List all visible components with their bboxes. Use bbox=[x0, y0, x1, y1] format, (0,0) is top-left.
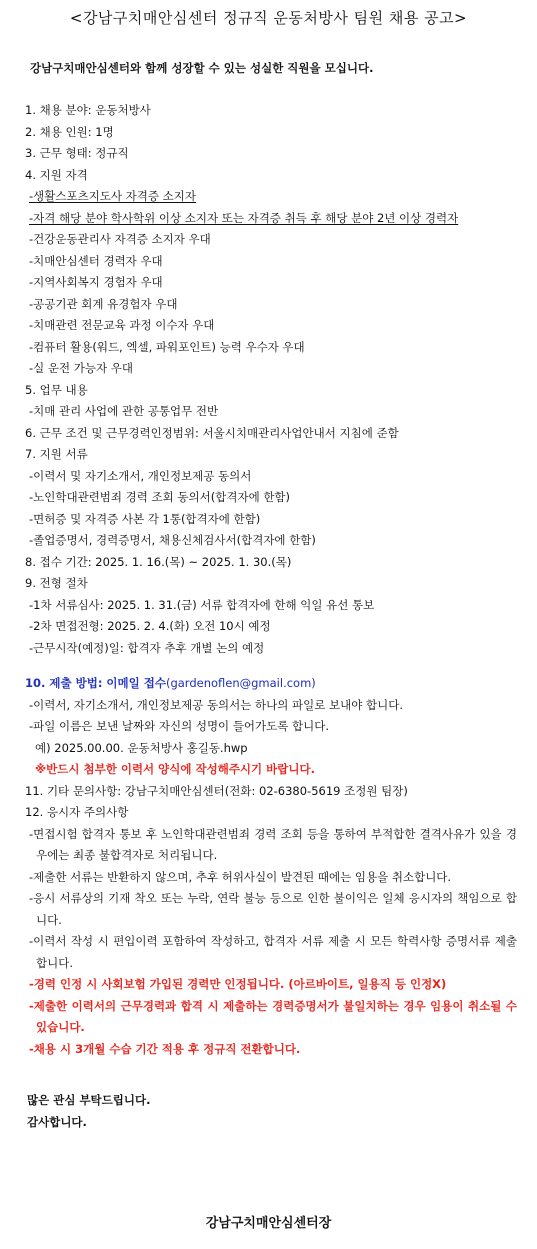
preference-item: -컴퓨터 활용(워드, 엑셀, 파워포인트) 능력 우수자 우대 bbox=[29, 339, 305, 354]
selection-item: -근무시작(예정)일: 합격자 추후 개별 논의 예정 bbox=[29, 640, 265, 655]
note-item bbox=[25, 888, 517, 931]
form-warning: ※반드시 첨부한 이력서 양식에 작성해주시기 바랍니다. bbox=[35, 762, 315, 776]
duties-item: -치매 관리 사업에 관한 공통업무 전반 bbox=[29, 404, 219, 418]
red-note-text: -채용 시 3개월 수습 기간 적용 후 정규직 전환합니다. bbox=[29, 1041, 301, 1056]
submission-heading bbox=[25, 673, 517, 695]
contact-line: 11. 기타 문의사항: 강남구치매안심센터(전화: 02-6380-5619 조정원 팀장) bbox=[25, 783, 408, 798]
red-note-text: -경력 인정 시 사회보험 가입된 경력만 인정됩니다. (아르바이트, 일용직 등 인정X) bbox=[29, 977, 447, 991]
submission-label: 10. 제출 방법: 이메일 접수 bbox=[25, 676, 166, 690]
selection-heading: 9. 전형 절차 bbox=[25, 576, 88, 590]
note-text: -이력서 작성 시 편입이력 포함하여 작성하고, 합격자 서류 제출 시 모든 학력사항 증명서류 제출합니다. bbox=[29, 934, 517, 970]
note-text: -응시 서류상의 기재 착오 또는 누락, 연락 불능 등으로 인한 불이익은 일체 응시자의 책임으로 합니다. bbox=[29, 891, 517, 927]
page-title: <강남구치매안심센터 정규직 운동처방사 팀원 채용 공고> bbox=[69, 9, 468, 27]
headcount-line: 2. 채용 인원: 1명 bbox=[25, 124, 114, 139]
document-item: -노인학대관련범죄 경력 조회 동의서(합격자에 한함) bbox=[29, 490, 291, 504]
documents-heading: 7. 지원 서류 bbox=[25, 447, 88, 461]
duties-heading: 5. 업무 내용 bbox=[25, 382, 88, 397]
document-item: -면허증 및 자격증 사본 각 1통(합격자에 한함) bbox=[29, 511, 261, 526]
red-note-item bbox=[25, 974, 517, 996]
red-note-item bbox=[25, 1039, 517, 1061]
qualification-text: -자격 해당 분야 학사학위 이상 소지자 또는 자격증 취득 후 해당 분야 2년 이상 경력자 bbox=[29, 210, 459, 225]
submission-email: (gardenoflen@gmail.com) bbox=[165, 676, 316, 690]
application-period-line: 8. 접수 기간: 2025. 1. 16.(목) ~ 2025. 1. 30.(목) bbox=[25, 554, 292, 569]
conditions-line: 6. 근무 조건 및 근무경력인정범위: 서울시치매관리사업안내서 지침에 준함 bbox=[25, 425, 399, 440]
red-note-item bbox=[25, 996, 517, 1039]
preference-item: -공공기관 회계 유경험자 우대 bbox=[29, 296, 178, 311]
document-item: -이력서 및 자기소개서, 개인정보제공 동의서 bbox=[29, 468, 252, 483]
submission-item: -파일 이름은 보낸 날짜와 자신의 성명이 들어가도록 합니다. bbox=[29, 719, 330, 733]
selection-item: -1차 서류심사: 2025. 1. 31.(금) 서류 합격자에 한해 익일 유선 통보 bbox=[29, 597, 375, 612]
filename-example: 예) 2025.00.00. 운동처방사 홍길동.hwp bbox=[35, 740, 248, 755]
field-line: 1. 채용 분야: 운동처방사 bbox=[25, 103, 151, 117]
selection-item: -2차 면접전형: 2025. 2. 4.(화) 오전 10시 예정 bbox=[29, 619, 271, 633]
preference-item: -치매안심센터 경력자 우대 bbox=[29, 253, 163, 268]
note-item bbox=[25, 824, 517, 867]
closing-line: 감사합니다. bbox=[27, 1115, 87, 1129]
note-text: -면접시험 합격자 통보 후 노인학대관련범죄 경력 조회 등을 통하여 부적합한 결격사유가 있을 경우에는 최종 불합격자로 처리됩니다. bbox=[29, 826, 517, 862]
preference-item: -건강운동관리사 자격증 소지자 우대 bbox=[29, 232, 211, 246]
note-item bbox=[25, 931, 517, 974]
preference-item: -지역사회복지 경험자 우대 bbox=[29, 275, 163, 289]
signature: 강남구치매안심센터장 bbox=[205, 1216, 332, 1231]
notice-body bbox=[25, 100, 517, 1060]
qualifications-heading: 4. 지원 자격 bbox=[25, 167, 88, 182]
qualification-item bbox=[25, 186, 517, 208]
closing-line: 많은 관심 부탁드립니다. bbox=[27, 1093, 151, 1107]
qualification-text: -생활스포츠지도사 자격증 소지자 bbox=[29, 189, 196, 203]
intro-text: 강남구치매안심센터와 함께 성장할 수 있는 성실한 직원을 모십니다. bbox=[30, 61, 374, 75]
submission-item: -이력서, 자기소개서, 개인정보제공 동의서는 하나의 파일로 보내야 합니다. bbox=[29, 697, 403, 712]
note-text: -제출한 서류는 반환하지 않으며, 추후 허위사실이 발견된 때에는 임용을 취소합니다. bbox=[29, 869, 452, 884]
document-item: -졸업증명서, 경력증명서, 채용신체검사서(합격자에 한함) bbox=[29, 533, 316, 547]
preference-item: -치매관련 전문교육 과정 이수자 우대 bbox=[29, 318, 215, 332]
preference-item: -실 운전 가능자 우대 bbox=[29, 361, 133, 375]
employment-type-line: 3. 근무 형태: 정규직 bbox=[25, 146, 129, 160]
qualification-item bbox=[25, 208, 517, 230]
closing bbox=[27, 1089, 150, 1133]
note-item bbox=[25, 867, 517, 889]
red-note-text: -제출한 이력서의 근무경력과 합격 시 제출하는 경력증명서가 불일치하는 경우 임용이 취소될 수 있습니다. bbox=[29, 998, 517, 1034]
notes-heading: 12. 응시자 주의사항 bbox=[25, 805, 129, 819]
